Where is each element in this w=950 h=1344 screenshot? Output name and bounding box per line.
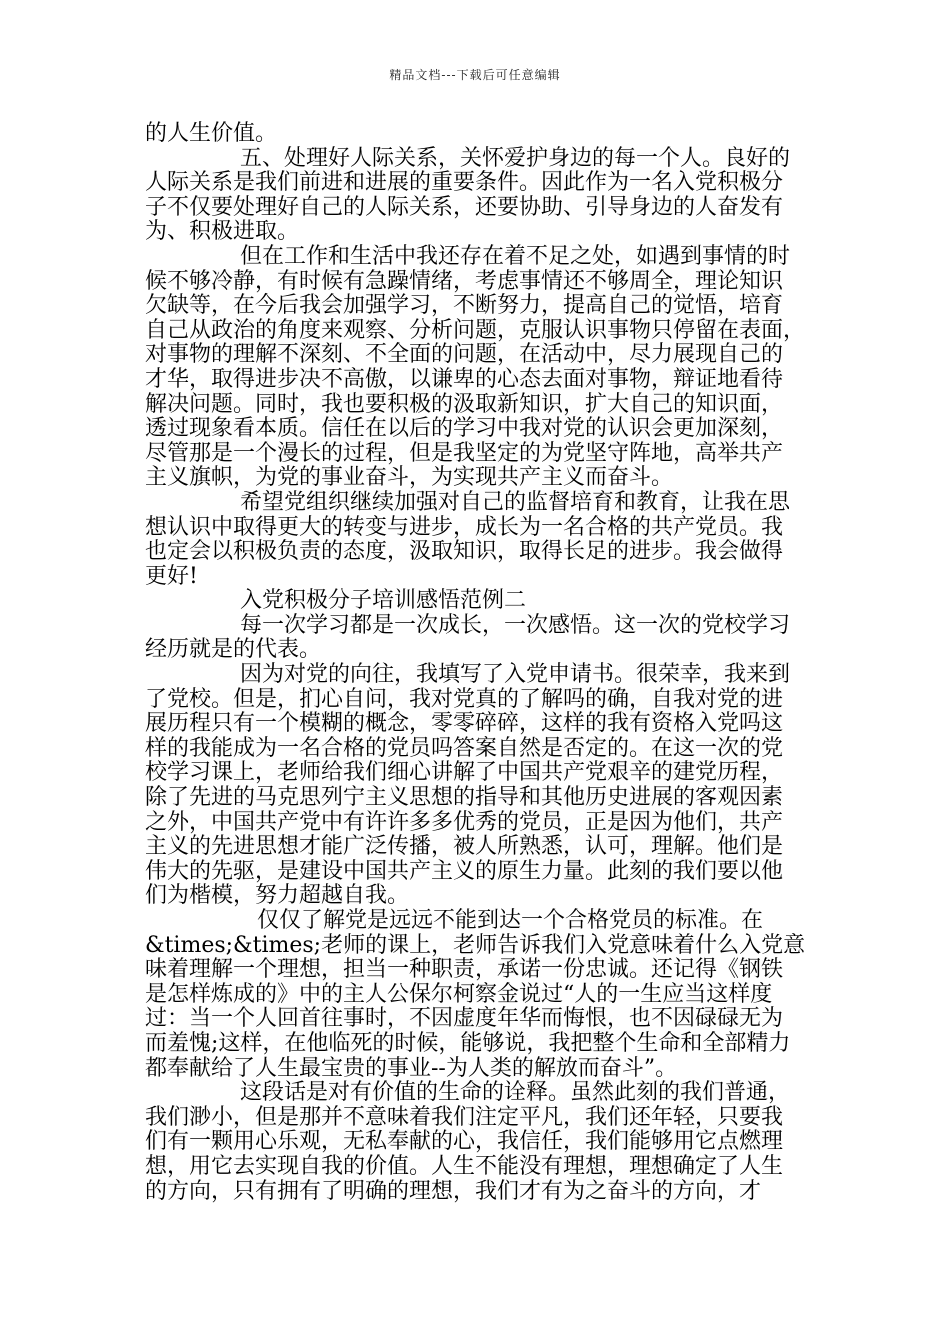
text-line: 我们渺小，但是那并不意味着我们注定平凡，我们还年轻，只要我 bbox=[145, 1104, 784, 1130]
text-line: 人际关系是我们前进和进展的重要条件。因此作为一名入党积极分 bbox=[145, 170, 784, 196]
text-line: 解决问题。同时，我也要积极的汲取新知识，扩大自己的知识面， bbox=[145, 391, 784, 417]
text-line: 入党积极分子培训感悟范例二 bbox=[240, 588, 527, 614]
text-line: 透过现象看本质。信任在以后的学习中我对党的认识会更加深刻， bbox=[145, 416, 784, 442]
text-line: 想，用它去实现自我的价值。人生不能没有理想，理想确定了人生 bbox=[145, 1153, 784, 1179]
text-line: 展历程只有一个模糊的概念，零零碎碎，这样的我有资格入党吗这 bbox=[145, 711, 784, 737]
text-line: 都奉献给了人生最宝贵的事业--为人类的解放而奋斗”。 bbox=[145, 1055, 678, 1081]
text-line: 想认识中取得更大的转变与进步，成长为一名合格的共产党员。我 bbox=[145, 514, 784, 540]
text-line: 尽管那是一个漫长的过程，但是我坚定的为党坚守阵地，高举共产 bbox=[145, 440, 784, 466]
text-line: 才华，取得进步决不高傲，以谦卑的心态去面对事物，辩证地看待 bbox=[145, 366, 784, 392]
text-line: 的方向，只有拥有了明确的理想，我们才有为之奋斗的方向，才 bbox=[145, 1178, 762, 1204]
text-line: 伟大的先驱，是建设中国共产主义的原生力量。此刻的我们要以他 bbox=[145, 858, 784, 884]
text-line: 经历就是的代表。 bbox=[145, 637, 322, 663]
text-line: 但在工作和生活中我还存在着不足之处，如遇到事情的时 bbox=[240, 243, 791, 269]
text-line: 味着理解一个理想，担当一种职责，承诺一份忠诚。还记得《钢铁 bbox=[145, 957, 784, 983]
text-line: 因为对党的向往，我填写了入党申请书。很荣幸，我来到 bbox=[240, 662, 791, 688]
text-line: 候不够冷静，有时候有急躁情绪，考虑事情还不够周全，理论知识 bbox=[145, 268, 784, 294]
text-line: 之外，中国共产党中有许许多多优秀的党员，正是因为他们，共产 bbox=[145, 809, 784, 835]
text-line: &times;&times;老师的课上，老师告诉我们入党意味着什么入党意 bbox=[145, 932, 806, 958]
text-line: 这段话是对有价值的生命的诠释。虽然此刻的我们普通， bbox=[240, 1080, 791, 1106]
text-line: 希望党组织继续加强对自己的监督培育和教育，让我在思 bbox=[240, 489, 791, 515]
text-line: 更好! bbox=[145, 563, 198, 589]
text-line: 了党校。但是，扪心自问，我对党真的了解吗的确，自我对党的进 bbox=[145, 686, 784, 712]
text-line: 的人生价值。 bbox=[145, 121, 278, 146]
text-line: 每一次学习都是一次成长，一次感悟。这一次的党校学习 bbox=[240, 612, 791, 638]
document-body bbox=[145, 122, 810, 1204]
text-line: 为、积极进取。 bbox=[145, 219, 300, 245]
text-line: 欠缺等，在今后我会加强学习，不断努力，提高自己的觉悟，培育 bbox=[145, 293, 784, 319]
text-line: 子不仅要处理好自己的人际关系，还要协助、引导身边的人奋发有 bbox=[145, 194, 784, 220]
text-line: 五、处理好人际关系，关怀爱护身边的每一个人。良好的 bbox=[240, 145, 791, 171]
text-line: 主义的先进思想才能广泛传播，被人所熟悉，认可，理解。他们是 bbox=[145, 834, 784, 860]
page-header: 精品文档---下载后可任意编辑 bbox=[389, 68, 561, 82]
text-line: 除了先进的马克思列宁主义思想的指导和其他历史进展的客观因素 bbox=[145, 785, 784, 811]
text-line: 主义旗帜，为党的事业奋斗，为实现共产主义而奋斗。 bbox=[145, 465, 674, 491]
text-line: 是怎样炼成的》中的主人公保尔柯察金说过“人的一生应当这样度 bbox=[145, 981, 773, 1007]
text-line: 们有一颗用心乐观，无私奉献的心，我信任，我们能够用它点燃理 bbox=[145, 1129, 784, 1155]
text-line: 对事物的理解不深刻、不全面的问题，在活动中，尽力展现自己的 bbox=[145, 342, 784, 368]
text-line: 样的我能成为一名合格的党员吗答案自然是否定的。在这一次的党 bbox=[145, 735, 784, 761]
text-line: 仅仅了解党是远远不能到达一个合格党员的标准。在 bbox=[257, 908, 764, 933]
text-line: 校学习课上，老师给我们细心讲解了中国共产党艰辛的建党历程， bbox=[145, 760, 784, 786]
text-line: 而羞愧;这样，在他临死的时候，能够说，我把整个生命和全部精力 bbox=[145, 1030, 791, 1056]
text-line: 自己从政治的角度来观察、分析问题，克服认识事物只停留在表面， bbox=[145, 317, 806, 343]
text-line: 们为楷模，努力超越自我。 bbox=[145, 883, 410, 909]
text-line: 过：当一个人回首往事时，不因虚度年华而悔恨，也不因碌碌无为 bbox=[145, 1006, 784, 1032]
text-line: 也定会以积极负责的态度，汲取知识，取得长足的进步。我会做得 bbox=[145, 539, 784, 565]
